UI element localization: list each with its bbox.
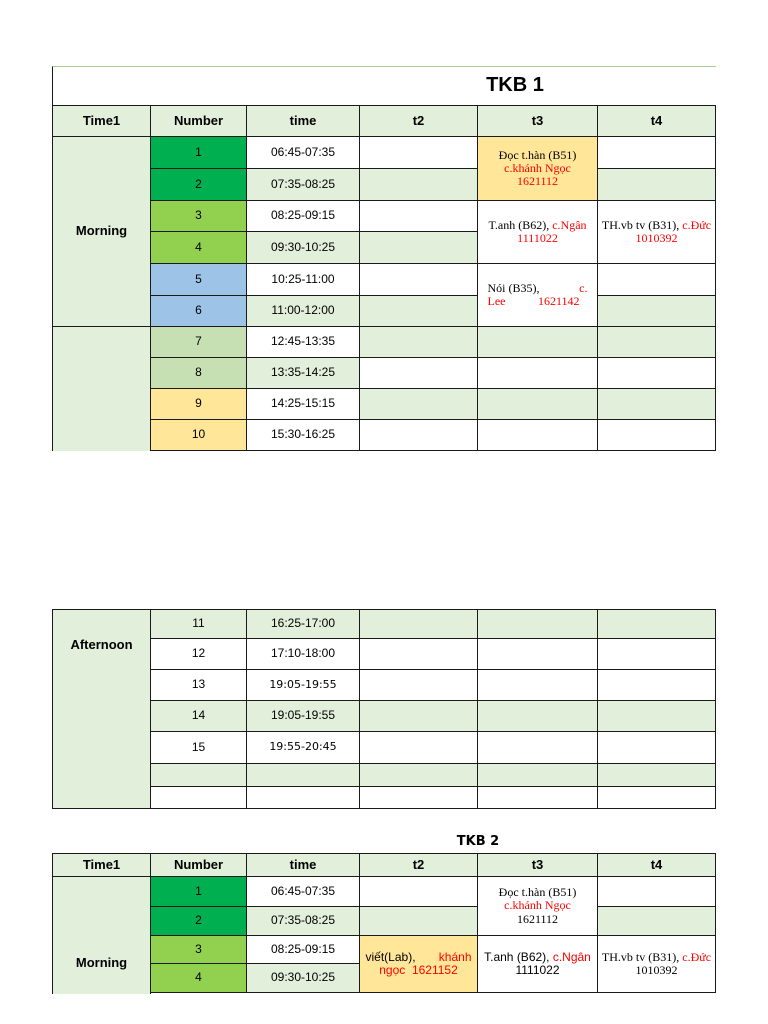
tkb1-period-time: 10:25-11:00 bbox=[246, 263, 360, 296]
tkb1-period-time: 07:35-08:25 bbox=[246, 168, 360, 201]
class-teacher: c.khánh Ngọc bbox=[504, 898, 571, 913]
class-teacher: c.Đức bbox=[682, 217, 712, 232]
tkb1-cell-t2[interactable] bbox=[359, 326, 478, 358]
tkb2-class-viet[interactable] bbox=[359, 935, 478, 993]
tkb2-cell-t4[interactable] bbox=[597, 876, 716, 907]
afternoon-empty-cell[interactable] bbox=[359, 786, 478, 809]
tkb2-period-time: 06:45-07:35 bbox=[246, 876, 360, 907]
tkb1-title-bar bbox=[52, 66, 716, 105]
afternoon-period-number: 15 bbox=[150, 731, 247, 764]
afternoon-cell-t3[interactable] bbox=[477, 669, 598, 701]
afternoon-period-time: 16:25-17:00 bbox=[246, 609, 360, 639]
afternoon-cell-t3[interactable] bbox=[477, 638, 598, 670]
tkb1-cell-t2[interactable] bbox=[359, 357, 478, 389]
afternoon-empty-cell[interactable] bbox=[597, 763, 716, 787]
tkb1-period-number: 7 bbox=[150, 326, 247, 358]
tkb1-cell-t3[interactable] bbox=[477, 326, 598, 358]
class-teacher: c.khánh Ngọc bbox=[504, 160, 571, 175]
tkb2-header-number: Number bbox=[150, 853, 247, 877]
tkb1-cell-t3[interactable] bbox=[477, 419, 598, 451]
afternoon-period-time: 19:05-19:55 bbox=[246, 669, 360, 701]
tkb2-morning-label-text: Morning bbox=[75, 954, 128, 970]
tkb2-period-number: 3 bbox=[150, 935, 247, 964]
afternoon-empty-cell[interactable] bbox=[150, 786, 247, 809]
tkb2-class-thvb[interactable] bbox=[597, 935, 716, 993]
afternoon-cell-t4[interactable] bbox=[597, 700, 716, 732]
tkb2-header-time1: Time1 bbox=[52, 853, 151, 877]
tkb1-period-time: 06:45-07:35 bbox=[246, 136, 360, 169]
tkb2-cell-t4[interactable] bbox=[597, 906, 716, 936]
afternoon-period-number: 12 bbox=[150, 638, 247, 670]
class-teacher-last: ngọc bbox=[379, 963, 406, 977]
afternoon-label-text: Afternoon bbox=[70, 637, 133, 652]
class-teacher-first: khánh bbox=[438, 949, 472, 964]
afternoon-empty-cell[interactable] bbox=[246, 763, 360, 787]
tkb1-morning-label: Morning bbox=[52, 136, 151, 327]
tkb1-period-time: 13:35-14:25 bbox=[246, 357, 360, 389]
afternoon-period-number: 13 bbox=[150, 669, 247, 701]
class-teacher: c.Đức bbox=[682, 949, 712, 964]
tkb2-header-t3: t3 bbox=[477, 853, 598, 877]
tkb1-cell-t4[interactable] bbox=[597, 419, 716, 451]
afternoon-period-number: 14 bbox=[150, 700, 247, 732]
afternoon-cell-t3[interactable] bbox=[477, 609, 598, 639]
tkb2-title: TKB 2 bbox=[456, 834, 500, 849]
afternoon-cell-t2[interactable] bbox=[359, 669, 478, 701]
tkb1-cell-t2[interactable] bbox=[359, 295, 478, 327]
tkb1-cell-t4[interactable] bbox=[597, 326, 716, 358]
tkb1-header-t3: t3 bbox=[477, 105, 598, 137]
afternoon-cell-t2[interactable] bbox=[359, 700, 478, 732]
tkb1-period-time: 08:25-09:15 bbox=[246, 200, 360, 232]
tkb2-period-number: 4 bbox=[150, 963, 247, 993]
class-teacher: c.Ngân bbox=[552, 949, 591, 964]
afternoon-cell-t4[interactable] bbox=[597, 731, 716, 764]
tkb2-header-t2: t2 bbox=[359, 853, 478, 877]
afternoon-empty-cell[interactable] bbox=[246, 786, 360, 809]
tkb1-cell-t2[interactable] bbox=[359, 136, 478, 169]
class-subject: Đọc t.hàn (B51) bbox=[498, 885, 577, 900]
class-teacher: c.Ngân bbox=[552, 217, 587, 232]
tkb1-period-number: 10 bbox=[150, 419, 247, 451]
tkb2-header-t4: t4 bbox=[597, 853, 716, 877]
tkb1-cell-t2[interactable] bbox=[359, 388, 478, 420]
tkb1-cell-t2[interactable] bbox=[359, 200, 478, 232]
afternoon-cell-t4[interactable] bbox=[597, 669, 716, 701]
class-subject: T.anh (B62), bbox=[484, 949, 553, 964]
afternoon-empty-cell[interactable] bbox=[359, 763, 478, 787]
class-code: 1621152 bbox=[411, 963, 458, 977]
tkb1-cell-t2[interactable] bbox=[359, 231, 478, 264]
afternoon-period-number: 11 bbox=[150, 609, 247, 639]
tkb1-cell-t2[interactable] bbox=[359, 263, 478, 296]
afternoon-cell-t2[interactable] bbox=[359, 638, 478, 670]
tkb1-cell-t3[interactable] bbox=[477, 357, 598, 389]
afternoon-label bbox=[52, 609, 151, 809]
afternoon-period-time: 19:05-19:55 bbox=[246, 700, 360, 732]
afternoon-cell-t3[interactable] bbox=[477, 700, 598, 732]
class-teacher-prefix: c. bbox=[579, 280, 588, 295]
afternoon-empty-cell[interactable] bbox=[477, 786, 598, 809]
afternoon-period-time: 19:55-20:45 bbox=[246, 731, 360, 764]
tkb2-class-tanh[interactable] bbox=[477, 935, 598, 993]
tkb1-cell-t3[interactable] bbox=[477, 388, 598, 420]
tkb2-period-time: 07:35-08:25 bbox=[246, 906, 360, 936]
tkb2-period-time: 08:25-09:15 bbox=[246, 935, 360, 964]
tkb1-cell-t4[interactable] bbox=[597, 357, 716, 389]
tkb1-cell-t4[interactable] bbox=[597, 263, 716, 296]
tkb1-header-time: time bbox=[246, 105, 360, 137]
tkb1-period-number: 4 bbox=[150, 231, 247, 264]
tkb2-period-number: 1 bbox=[150, 876, 247, 907]
tkb2-cell-t2[interactable] bbox=[359, 906, 478, 936]
tkb1-period-number: 1 bbox=[150, 136, 247, 169]
class-subject: TH.vb tv (B31), bbox=[601, 217, 683, 232]
class-code: 1621142 bbox=[537, 294, 580, 308]
tkb1-cell-t4[interactable] bbox=[597, 388, 716, 420]
class-subject: TH.vb tv (B31), bbox=[601, 949, 683, 964]
tkb1-period-time: 14:25-15:15 bbox=[246, 388, 360, 420]
tkb1-period-number: 8 bbox=[150, 357, 247, 389]
class-code: 1621112 bbox=[516, 174, 559, 189]
tkb1-header-t2: t2 bbox=[359, 105, 478, 137]
tkb2-morning-label bbox=[52, 876, 151, 994]
class-code: 1111022 bbox=[515, 963, 560, 977]
class-subject: T.anh (B62), bbox=[488, 217, 553, 232]
tkb1-afternoon-block bbox=[52, 326, 151, 451]
tkb1-period-time: 09:30-10:25 bbox=[246, 231, 360, 264]
tkb1-period-number: 9 bbox=[150, 388, 247, 420]
class-subject: Đọc t.hàn (B51) bbox=[498, 147, 577, 162]
class-code: 1621112 bbox=[516, 911, 559, 926]
tkb1-period-number: 6 bbox=[150, 295, 247, 327]
tkb1-header-number: Number bbox=[150, 105, 247, 137]
tkb1-period-time: 12:45-13:35 bbox=[246, 326, 360, 358]
afternoon-cell-t2[interactable] bbox=[359, 609, 478, 639]
class-subject: viết(Lab), bbox=[365, 949, 416, 964]
tkb2-cell-t2[interactable] bbox=[359, 876, 478, 907]
afternoon-period-time: 17:10-18:00 bbox=[246, 638, 360, 670]
tkb2-period-time: 09:30-10:25 bbox=[246, 963, 360, 993]
tkb1-cell-t4[interactable] bbox=[597, 136, 716, 169]
tkb1-cell-t4[interactable] bbox=[597, 295, 716, 327]
afternoon-cell-t3[interactable] bbox=[477, 731, 598, 764]
tkb2-header-time: time bbox=[246, 853, 360, 877]
afternoon-cell-t4[interactable] bbox=[597, 609, 716, 639]
class-code: 1111022 bbox=[517, 231, 558, 245]
tkb1-period-number: 2 bbox=[150, 168, 247, 201]
tkb1-class-thvb[interactable] bbox=[597, 200, 716, 264]
tkb2-class-doc-than[interactable] bbox=[477, 876, 598, 936]
tkb1-period-number: 3 bbox=[150, 200, 247, 232]
tkb1-class-doc-than[interactable] bbox=[477, 136, 598, 201]
class-teacher-name: Lee bbox=[487, 294, 506, 308]
tkb1-cell-t4[interactable] bbox=[597, 168, 716, 201]
afternoon-cell-t2[interactable] bbox=[359, 731, 478, 764]
tkb2-period-number: 2 bbox=[150, 906, 247, 936]
tkb1-class-noi[interactable] bbox=[477, 263, 598, 327]
tkb1-period-number: 5 bbox=[150, 263, 247, 296]
class-code: 1010392 bbox=[635, 963, 678, 977]
afternoon-cell-t4[interactable] bbox=[597, 638, 716, 670]
tkb1-cell-t2[interactable] bbox=[359, 419, 478, 451]
tkb1-class-tanh[interactable] bbox=[477, 200, 598, 264]
afternoon-empty-cell[interactable] bbox=[477, 763, 598, 787]
tkb1-title: TKB 1 bbox=[486, 74, 544, 96]
afternoon-empty-cell[interactable] bbox=[597, 786, 716, 809]
tkb1-header-t4: t4 bbox=[597, 105, 716, 137]
tkb1-cell-t2[interactable] bbox=[359, 168, 478, 201]
tkb1-period-time: 15:30-16:25 bbox=[246, 419, 360, 451]
afternoon-empty-cell[interactable] bbox=[150, 763, 247, 787]
class-code: 1010392 bbox=[635, 231, 678, 245]
class-subject: Nói (B35), bbox=[487, 280, 540, 295]
tkb1-period-time: 11:00-12:00 bbox=[246, 295, 360, 327]
tkb1-header-time1: Time1 bbox=[52, 105, 151, 137]
